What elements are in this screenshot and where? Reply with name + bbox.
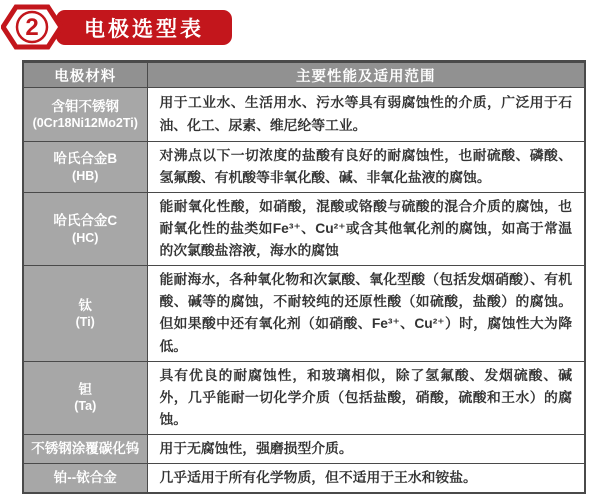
section-title: 电极选型表 [84, 17, 204, 41]
material-name: 哈氏合金C [53, 213, 118, 229]
material-cell [23, 142, 147, 193]
material-cell [23, 361, 147, 434]
table-header-row [23, 62, 585, 88]
material-cell [23, 463, 147, 493]
description-cell: 几乎适用于所有化学物质，但不适用于王水和铵盐。 [147, 463, 585, 493]
material-code: (Ti) [75, 315, 95, 330]
badge-number: 2 [25, 14, 39, 41]
material-name: 钽 [78, 381, 92, 397]
material-code: (HC) [72, 230, 99, 245]
material-name: 哈氏合金B [53, 151, 118, 167]
table-row [23, 361, 585, 434]
material-code: (HB) [72, 168, 99, 183]
electrode-selection-table [22, 60, 586, 494]
material-name: 含钼不锈钢 [51, 98, 119, 114]
description-cell: 具有优良的耐腐蚀性，和玻璃相似，除了氢氟酸、发烟硫酸、碱外，几乎能耐一切化学介质（包括盐酸，硝酸，硫酸和王水）的腐蚀。 [147, 361, 585, 434]
description-cell: 用于工业水、生活用水、污水等具有弱腐蚀性的介质，广泛用于石油、化工、尿素、维尼纶等工业。 [147, 88, 585, 142]
table-row [23, 88, 585, 142]
section-title-banner [56, 10, 232, 45]
table-row [23, 434, 585, 463]
material-name: 钛 [78, 297, 92, 313]
description-cell: 对沸点以下一切浓度的盐酸有良好的耐腐蚀性，也耐硫酸、磷酸、氢氟酸、有机酸等非氧化酸、碱、非氧化盐液的腐蚀。 [147, 142, 585, 193]
table-row [23, 142, 585, 193]
material-cell [23, 193, 147, 266]
step-badge [1, 2, 63, 52]
table-row [23, 266, 585, 361]
material-code: (0Cr18Ni12Mo2Ti) [32, 116, 138, 131]
table-row [23, 193, 585, 266]
material-code: (Ta) [74, 399, 97, 414]
col-header-performance: 主要性能及适用范围 [147, 62, 585, 88]
material-name: 铂--铱合金 [53, 470, 117, 486]
description-cell: 用于无腐蚀性，强磨损型介质。 [147, 434, 585, 463]
description-cell: 能耐海水，各种氧化物和次氯酸、氧化型酸（包括发烟硝酸）、有机酸、碱等的腐蚀，不耐较纯的还原性酸（如硫酸，盐酸）的腐蚀。但如果酸中还有氧化剂（如硝酸、Fe³⁺、Cu²⁺）时，腐蚀性大为降低。 [147, 266, 585, 361]
col-header-material: 电极材料 [23, 62, 147, 88]
material-name: 不锈钢涂覆碳化钨 [31, 441, 140, 456]
material-cell [23, 434, 147, 463]
table-row [23, 463, 585, 493]
material-cell [23, 266, 147, 361]
material-cell [23, 88, 147, 142]
table-body [23, 88, 585, 493]
description-cell: 能耐氧化性酸，如硝酸，混酸或铬酸与硫酸的混合介质的腐蚀，也耐氧化性的盐类如Fe³⁺、Cu²⁺或含其他氧化剂的腐蚀，如高于常温的次氯酸盐溶液，海水的腐蚀 [147, 193, 585, 266]
